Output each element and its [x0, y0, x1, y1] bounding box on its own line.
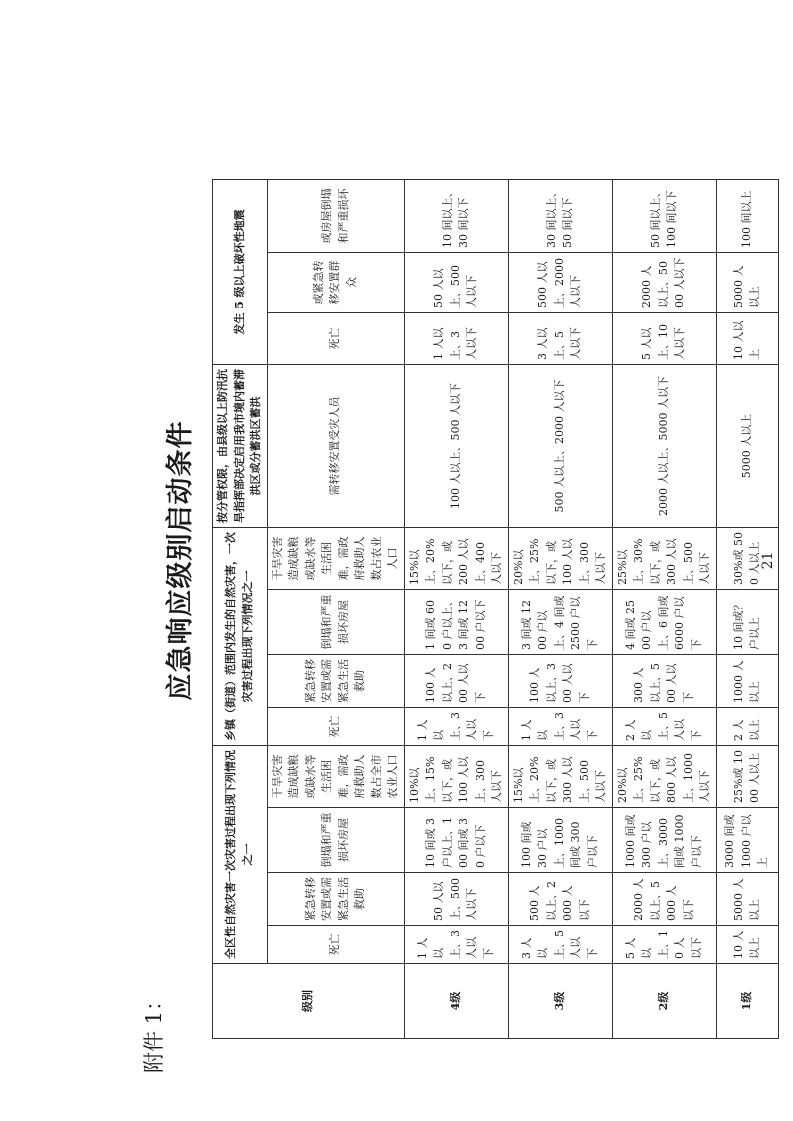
cell: 500 人以上、2000 人以下	[508, 873, 612, 926]
table-row	[508, 180, 612, 1039]
cell: 2000 人以上、5000 人以下	[612, 253, 716, 313]
cell: 5000 人以上	[716, 253, 778, 313]
cell: 15%以上、20%以下，或 300 人以上、500 人以下	[508, 746, 612, 808]
cell: 10 间或 3 户以上、100 间或 30 户以下	[404, 808, 508, 873]
cell: 50 人以上、500 人以下	[404, 253, 508, 313]
cell: 20%以上、25%以下，或 100 人以上、300 人以下	[508, 528, 612, 590]
subheader-township-houses: 倒塌和严重损坏房屋	[267, 590, 404, 655]
cell: 100 人以上、500 人以下	[404, 365, 508, 528]
cell: 25%以上、30%以下，或 300 人以上、500 人以下	[612, 528, 716, 590]
response-level-table	[212, 179, 779, 1039]
cell: 100 间以上	[716, 180, 778, 253]
subheader-quake-death: 死亡	[267, 313, 404, 365]
subheader-county-drought: 干旱灾害造成缺粮或缺水等生活困难，需政府救助人数占全市农业人口	[267, 746, 404, 808]
cell: 3 人以上、5 人以下	[508, 313, 612, 365]
cell: 100 人以上、300 人以下	[508, 655, 612, 708]
cell: 1 间或 600 户以上、3 间或 1200 户以下	[404, 590, 508, 655]
cell: 1 人以上、3 人以下	[404, 708, 508, 746]
subheader-quake-relocate: 或紧急转移安置群众	[267, 253, 404, 313]
header-level: 级别	[213, 964, 405, 1039]
header-flood: 按分管权限，由县级以上防汛抗旱指挥部决定启用我市境内蓄滞洪区或分蓄洪区蓄洪	[213, 365, 268, 528]
cell: 25%或 1000 人以上	[716, 746, 778, 808]
row-level: 1级	[716, 964, 778, 1039]
subheader-county-death: 死亡	[267, 926, 404, 964]
cell: 2000 人以上、5000 人以下	[612, 365, 716, 528]
cell: 1 人以上、3 人以下	[404, 313, 508, 365]
subheader-flood-relocate: 需转移安置受灾人员	[267, 365, 404, 528]
cell: 500 人以上、2000 人以下	[508, 365, 612, 528]
page-number: 21	[760, 551, 776, 570]
cell: 2 人以上、5 人以下	[612, 708, 716, 746]
cell: 3000 间或 1000 户以上	[716, 808, 778, 873]
cell: 30%或 500 人以上	[716, 528, 778, 590]
cell: 10%以上、15%以下，或 100 人以上、300 人以下	[404, 746, 508, 808]
cell: 30 间以上、50 间以下	[508, 180, 612, 253]
subheader-quake-houses: 或房屋倒塌和严重损坏	[267, 180, 404, 253]
subheader-township-death: 死亡	[267, 708, 404, 746]
cell: 3 间或 1200 户以上、4 间或 2500 户以下	[508, 590, 612, 655]
subheader-township-relocate: 紧急转移安置或需紧急生活救助	[267, 655, 404, 708]
row-level: 4级	[404, 964, 508, 1039]
table-row	[404, 180, 508, 1039]
cell: 10 人以上	[716, 313, 778, 365]
cell: 500 人以上、2000 人以下	[508, 253, 612, 313]
subheader-township-drought: 干旱灾害造成缺粮或缺水等生活困难，需政府救助人数占农业人口	[267, 528, 404, 590]
header-township: 乡镇（街道）范围内发生的自然灾害，一次灾害过程出现下列情况之一	[213, 528, 268, 746]
cell: 100 人以上、200 人以下	[404, 655, 508, 708]
row-level: 2级	[612, 964, 716, 1039]
cell: 3 人以上、5 人以下	[508, 926, 612, 964]
subheader-county-relocate: 紧急转移安置或需紧急生活救助	[267, 873, 404, 926]
attachment-label: 附件 1：	[142, 989, 166, 1073]
row-level: 3级	[508, 964, 612, 1039]
cell: 1000 间或 300 户以上、3000 间或 1000 户以下	[612, 808, 716, 873]
cell: 1000 人以上	[716, 655, 778, 708]
cell: 1 人以上、3 人以下	[404, 926, 508, 964]
cell: 20%以上、25%以下，或 800 人以上、1000 人以下	[612, 746, 716, 808]
header-county: 全区性自然灾害一次灾害过程出现下列情况之一	[213, 746, 268, 964]
header-quake: 发生 5 级以上破坏性地震	[213, 180, 268, 365]
cell: 100 间或 30 户以上、1000 间或 300 户以下	[508, 808, 612, 873]
page-title: 应急响应级别启动条件	[165, 420, 196, 701]
table-row	[612, 180, 716, 1039]
cell: 5000 人以上	[716, 365, 778, 528]
cell: 50 间以上、100 间以下	[612, 180, 716, 253]
cell: 15%以上、20%以下，或 200 人以上、400 人以下	[404, 528, 508, 590]
cell: 300 人以上、500 人以下	[612, 655, 716, 708]
cell: 5 人以上、10 人以下	[612, 926, 716, 964]
cell: 5 人以上、10 人以下	[612, 313, 716, 365]
subheader-county-houses: 倒塌和严重损坏房屋	[267, 808, 404, 873]
cell: 1 人以上、3 人以下	[508, 708, 612, 746]
cell: 5000 人以上	[716, 873, 778, 926]
cell: 10 人以上	[716, 926, 778, 964]
cell: 50 人以上、500 人以下	[404, 873, 508, 926]
cell: 2 人以上	[716, 708, 778, 746]
cell: 10 间或？户以上	[716, 590, 778, 655]
cell: 4 间或 2500 户以上、6 间或 6000 户以下	[612, 590, 716, 655]
cell: 2000 人以上、5000 人以下	[612, 873, 716, 926]
cell: 10 间以上、30 间以下	[404, 180, 508, 253]
